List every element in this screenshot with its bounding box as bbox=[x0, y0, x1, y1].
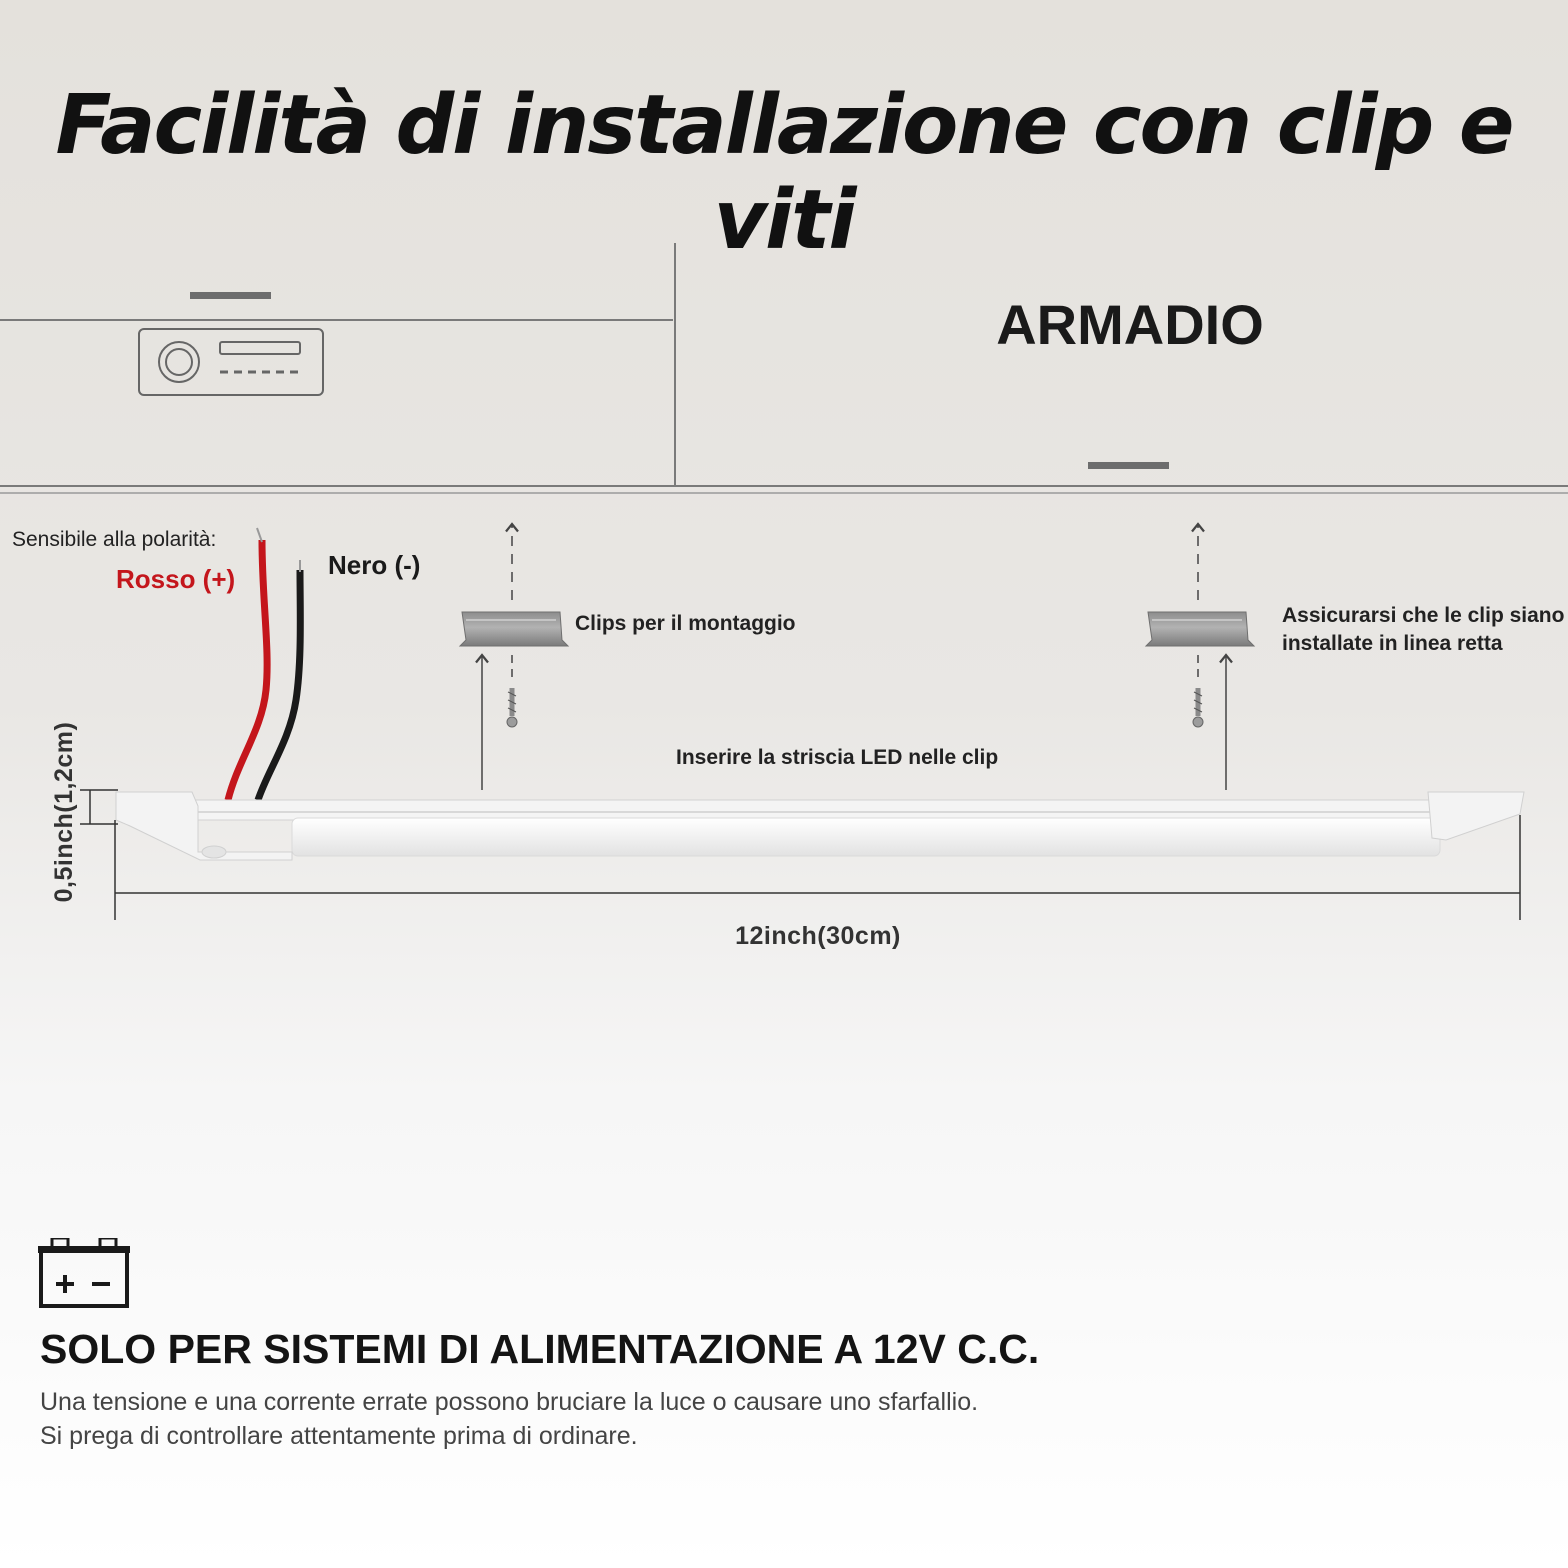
left-clip-assembly bbox=[460, 524, 568, 790]
voltage-warning-title: SOLO PER SISTEMI DI ALIMENTAZIONE A 12V C.C. bbox=[40, 1326, 1040, 1372]
screw-icon-right bbox=[1193, 688, 1203, 727]
voltage-warning-line2: Si prega di controllare attentamente prima di ordinare. bbox=[40, 1422, 638, 1450]
insert-label: Inserire la striscia LED nelle clip bbox=[676, 746, 999, 769]
right-clip-label-line1: Assicurarsi che le clip siano bbox=[1282, 604, 1565, 627]
right-clip-label-line2: installate in linea retta bbox=[1282, 632, 1503, 655]
black-wire-label: Nero (-) bbox=[328, 550, 421, 580]
red-wire-label: Rosso (+) bbox=[116, 564, 236, 594]
mounting-clip-right bbox=[1146, 612, 1254, 646]
battery-icon bbox=[38, 1238, 134, 1310]
mounting-clip-left bbox=[460, 612, 568, 646]
voltage-warning-line1: Una tensione e una corrente errate possono bruciare la luce o causare uno sfarfallio. bbox=[40, 1388, 979, 1416]
led-light-bar bbox=[116, 792, 1524, 860]
height-dimension-label: 0,5inch(1,2cm) bbox=[50, 721, 78, 903]
right-clip-assembly bbox=[1146, 524, 1254, 790]
page-title: Facilità di installazione con clip e viti bbox=[55, 78, 1513, 268]
length-dimension-label: 12inch(30cm) bbox=[735, 922, 901, 950]
left-clip-label: Clips per il montaggio bbox=[575, 612, 796, 635]
height-dimension bbox=[80, 790, 118, 824]
polarity-label: Sensibile alla polarità: bbox=[12, 528, 217, 551]
switch-button bbox=[202, 846, 226, 858]
cabinet-label: ARMADIO bbox=[996, 293, 1264, 356]
screw-icon-left bbox=[507, 688, 517, 727]
